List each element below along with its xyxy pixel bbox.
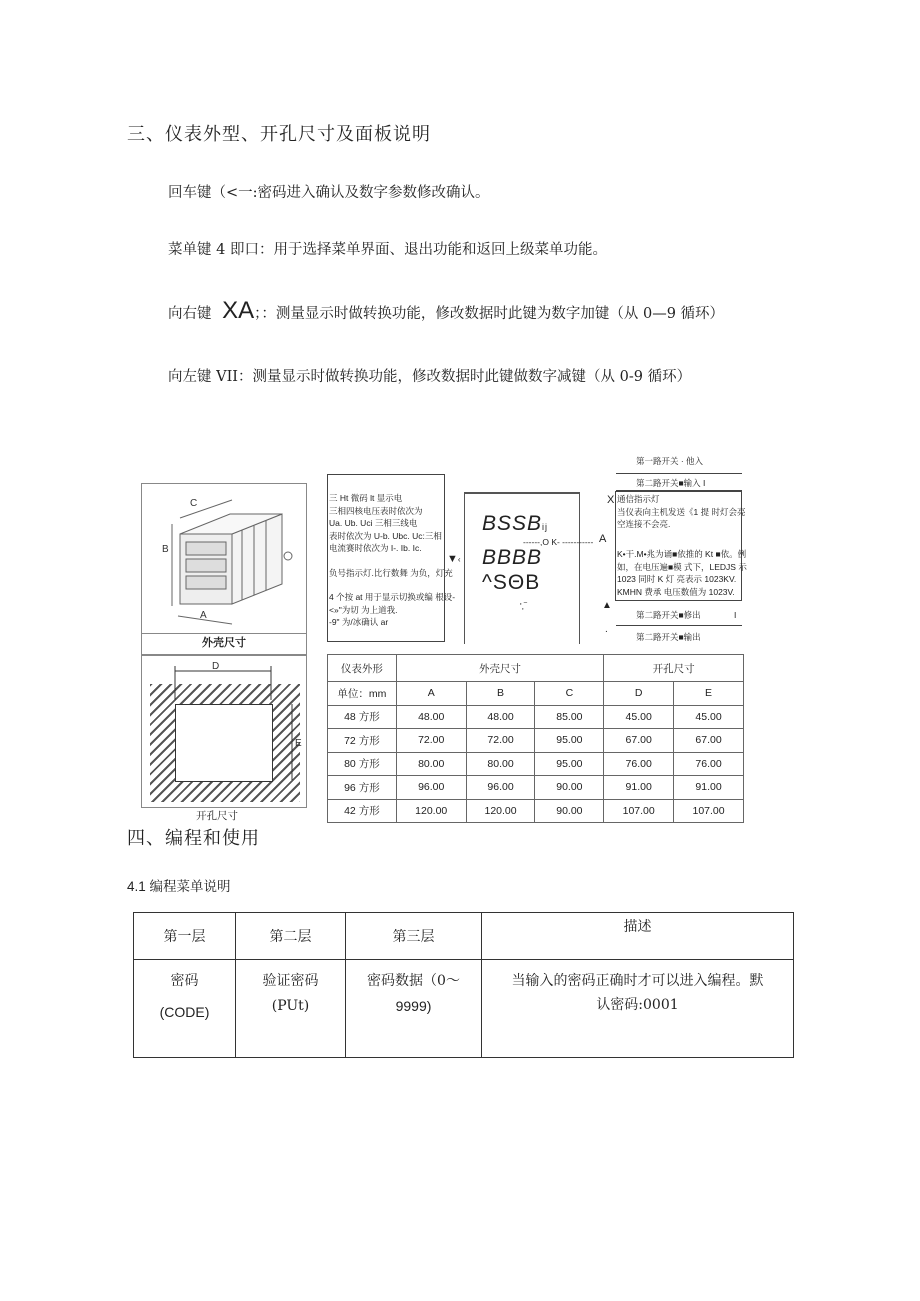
table-cell: 95.00 (535, 752, 604, 776)
panel-small-mark: ',‾ (520, 601, 527, 611)
table-cell: 120.00 (396, 799, 466, 823)
marker-up: ▲ (602, 600, 612, 611)
header-cell: C (535, 682, 604, 706)
meter-outline-svg (142, 484, 306, 634)
header-cell: B (466, 682, 535, 706)
right-key-prefix: 向右键 (168, 306, 212, 322)
ok-indicator-line: ------,O K- ----------- (523, 537, 594, 547)
table-cell: 72 方形 (328, 729, 397, 753)
header-cell: 第二层 (236, 913, 346, 960)
panel-notes-right (615, 491, 747, 601)
arrow-down-marker: ▼‹ (447, 553, 461, 565)
table-cell: 80.00 (396, 752, 466, 776)
table-header-row (328, 682, 744, 706)
table-cell: 67.00 (604, 729, 674, 753)
table-header-row (134, 913, 794, 960)
header-cell: 仪表外形 (328, 655, 397, 682)
table-cell: 48.00 (396, 705, 466, 729)
divider (616, 625, 742, 626)
right-key-suffix: ；：测量显示时做转换功能，修改数据时此键为数字加键（从 0—9 循环） (254, 306, 725, 322)
note-line: 表时依次为 U-b. Ubc. Uc:三相 (329, 530, 442, 541)
cutout-caption: 开孔尺寸 (196, 810, 238, 822)
enter-key-description: 回车键（<一:密码进入确认及数字参数修改确认。 (168, 185, 490, 201)
cutout-drawing (141, 655, 307, 808)
table-row (328, 729, 744, 753)
table-cell: 96.00 (396, 776, 466, 800)
table-cell (236, 960, 346, 1058)
dim-c-label: C (190, 498, 198, 509)
table-cell: 72.00 (396, 729, 466, 753)
table-cell: 95.00 (535, 729, 604, 753)
dim-e-label: E (295, 738, 302, 749)
table-cell: 96 方形 (328, 776, 397, 800)
marker-x: X (607, 494, 615, 506)
section-3-heading: 三、仪表外型、开孔尺寸及面板说明 (127, 124, 431, 145)
header-cell: 描述 (482, 913, 794, 960)
header-cell: 外壳尺寸 (396, 655, 603, 682)
note-line: K•干.M•兆为诵■依推的 Kt ■依。例 (617, 549, 747, 559)
cell-line: 密码数据（0～ (367, 973, 460, 989)
section-4-heading: 四、编程和使用 (127, 828, 260, 849)
outline-caption: 外壳尺寸 (142, 633, 306, 652)
right-key-description (168, 297, 724, 325)
note-line: 1023 同时 K 灯 亮表示 1023KV. (617, 574, 737, 584)
table-cell: 107.00 (674, 799, 744, 823)
cell-line: (CODE) (159, 1004, 210, 1020)
note-line: 负号指示灯.比行数舞 为负，灯充 (329, 567, 453, 578)
lcd-row-2: BBBB (482, 546, 543, 569)
dim-d-label: D (212, 661, 220, 672)
header-cell: D (604, 682, 674, 706)
note-line: 空连接不会亮. (617, 519, 671, 529)
header-cell: E (674, 682, 744, 706)
note-line: 三相四核电压表时依次为 (329, 505, 423, 516)
table-row (328, 752, 744, 776)
cell-line: 认密码:0001 (596, 997, 679, 1013)
switch-2-output-tick: I (734, 610, 737, 620)
divider (616, 473, 742, 474)
note-line: 电流赛时依次为 I-. Ib. Ic. (329, 543, 422, 553)
table-row (328, 799, 744, 823)
menu-key-description: 菜单键 4 即口：用于选择菜单界面、退出功能和返回上级菜单功能。 (168, 242, 607, 258)
dim-a-label: A (200, 610, 207, 621)
note-line: 当仪表向主机发送《1 提 时灯会亮 (617, 506, 746, 517)
table-row (328, 705, 744, 729)
switch-2-input-label: 第二路开关■输入 I (636, 478, 706, 488)
header-cell: 第三层 (346, 913, 482, 960)
cell-line: (PUt) (271, 998, 310, 1014)
table-cell (482, 960, 794, 1058)
header-cell: A (396, 682, 466, 706)
cell-line: 当输入的密码正确时才可以进入编程。默 (511, 973, 764, 989)
note-line: -9" 为/冰确认 ar (329, 617, 389, 627)
table-cell: 91.00 (604, 776, 674, 800)
cell-line: 验证密码 (262, 973, 319, 989)
table-cell (346, 960, 482, 1058)
table-header-row (328, 655, 744, 682)
table-cell: 72.00 (466, 729, 535, 753)
lcd-row-1: BSSBij (482, 512, 549, 535)
note-line: KMHN 费承 电压数值为 1023V. (617, 586, 735, 597)
lcd-row-1-suffix: ij (542, 522, 549, 532)
table-cell: 107.00 (604, 799, 674, 823)
table-cell: 42 方形 (328, 799, 397, 823)
right-key-symbol: XA (222, 297, 255, 324)
table-cell: 76.00 (674, 752, 744, 776)
note-line: Ua. Ub. Uci 三相三线电 (329, 518, 418, 528)
note-line: 通信指示灯 (617, 494, 660, 504)
table-row (134, 960, 794, 1058)
switch-2-output-label: 第二路开关■修出 (636, 610, 701, 620)
table-cell: 85.00 (535, 705, 604, 729)
table-cell: 67.00 (674, 729, 744, 753)
table-cell: 120.00 (466, 799, 535, 823)
programming-menu-table (133, 912, 794, 1058)
note-line: <»"为切 为上道我. (329, 604, 398, 615)
cell-line: 密码 (170, 973, 199, 989)
note-line: 三 Ht 微码 lt 显示电 (329, 493, 403, 503)
header-cell: 开孔尺寸 (604, 655, 744, 682)
note-spacer (329, 555, 455, 567)
table-cell (134, 960, 236, 1058)
marker-dot: . (605, 624, 608, 635)
table-cell: 48.00 (466, 705, 535, 729)
table-cell: 96.00 (466, 776, 535, 800)
table-cell: 48 方形 (328, 705, 397, 729)
panel-notes-left (327, 474, 456, 642)
table-cell: 80.00 (466, 752, 535, 776)
section-4-1-heading: 4.1 编程菜单说明 (127, 879, 231, 894)
switch-1-input-label: 第一路开关 · 他入 (636, 456, 704, 466)
note-spacer (329, 579, 455, 591)
header-cell: 单位：mm (328, 682, 397, 706)
cutout-dimension-svg (142, 656, 308, 809)
dim-b-label: B (162, 544, 169, 555)
table-row (328, 776, 744, 800)
table-cell: 91.00 (674, 776, 744, 800)
table-cell: 90.00 (535, 799, 604, 823)
note-line: 如，在电压遍■模 式下，LEDJS 示 (617, 561, 747, 572)
dimensions-table (327, 654, 744, 823)
table-cell: 76.00 (604, 752, 674, 776)
left-key-description: 向左键 VII：测量显示时做转换功能，修改数据时此键做数字减键（从 0-9 循环） (168, 369, 692, 385)
lcd-row-3: ^SΘB (482, 571, 541, 594)
note-line: 4 个按 at 用于显示切换或编 根设- (329, 592, 456, 602)
table-cell: 45.00 (604, 705, 674, 729)
cell-line: 9999) (395, 998, 432, 1014)
meter-front-panel (464, 492, 594, 644)
table-cell: 45.00 (674, 705, 744, 729)
outline-drawing (141, 483, 307, 655)
marker-a: A (599, 533, 607, 545)
table-cell: 90.00 (535, 776, 604, 800)
switch-2-output-label-2: 第二路开关■输出 (636, 632, 701, 642)
table-cell: 80 方形 (328, 752, 397, 776)
header-cell: 第一层 (134, 913, 236, 960)
